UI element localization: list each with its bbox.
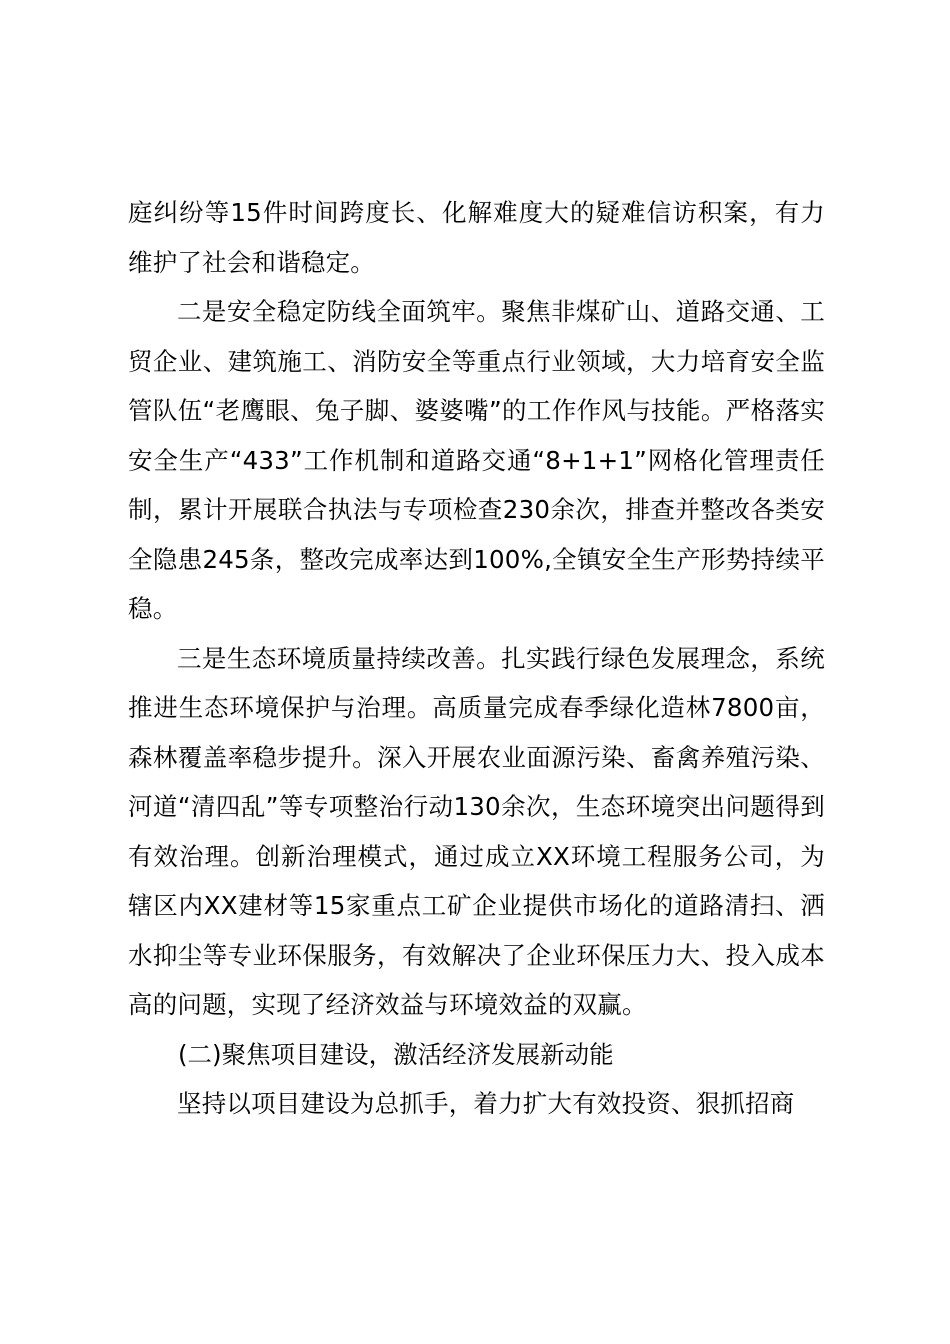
paragraph-project: 坚持以项目建设为总抓手，着力扩大有效投资、狠抓招商	[177, 1089, 795, 1118]
paragraph-safety: 二是安全稳定防线全面筑牢。聚焦非煤矿山、道路交通、工贸企业、建筑施工、消防安全等重点行业领域，大力培育安全监管队伍“老鹰眼、兔子脚、婆婆嘴”的工作作风与技能。严格落实安全生产“433”工作机制和道路交通“8+1+1”网格化管理责任制，累计开展联合执法与专项检查230余次，排查并整改各类安全隐患245条，整改完成率达到100%,全镇安全生产形势持续平稳。	[128, 297, 825, 623]
paragraph-continuation: 庭纠纷等15件时间跨度长、化解难度大的疑难信访积案，有力维护了社会和谐稳定。	[128, 198, 825, 277]
document-page	[128, 188, 825, 1129]
paragraph-environment: 三是生态环境质量持续改善。扎实践行绿色发展理念，系统推进生态环境保护与治理。高质量完成春季绿化造林7800亩，森林覆盖率稳步提升。深入开展农业面源污染、畜禽养殖污染、河道“清四乱”等专项整治行动130余次，生态环境突出问题得到有效治理。创新治理模式，通过成立XX环境工程服务公司，为辖区内XX建材等15家重点工矿企业提供市场化的道路清扫、洒水抑尘等专业环保服务，有效解决了企业环保压力大、投入成本高的问题，实现了经济效益与环境效益的双赢。	[128, 643, 825, 1019]
section-heading: (二)聚焦项目建设，激活经济发展新动能	[178, 1039, 614, 1069]
